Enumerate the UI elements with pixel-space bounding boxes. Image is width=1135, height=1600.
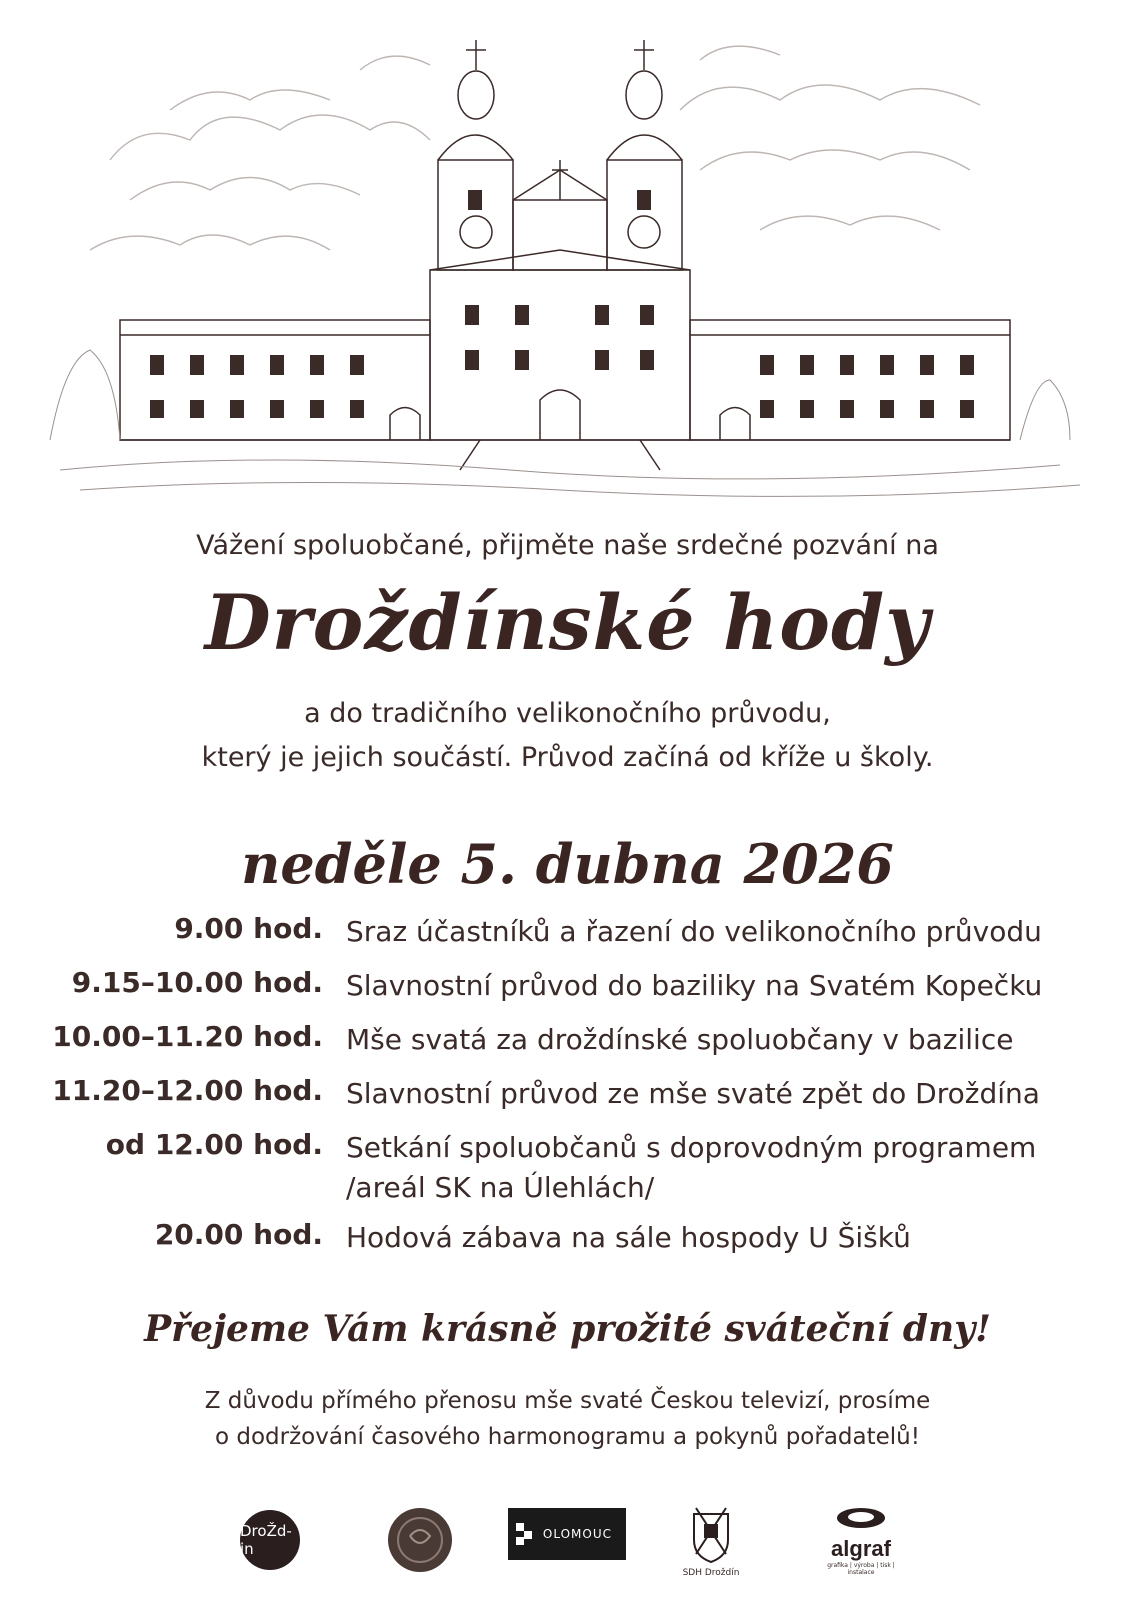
schedule-list	[0, 912, 1135, 1272]
event-title: Droždínské hody	[204, 578, 931, 667]
schedule-row	[0, 1218, 1135, 1272]
event-date: neděle 5. dubna 2026	[241, 832, 894, 896]
drozdin-logo: DroŽd-in	[240, 1510, 300, 1570]
sdh-label: SDH Droždín	[682, 1568, 740, 1578]
schedule-desc: Sraz účastníků a řazení do velikonočního průvodu	[346, 915, 1042, 948]
olomouc-logo	[508, 1508, 626, 1560]
schedule-desc: Mše svatá za droždínské spoluobčany v bazilice	[346, 1023, 1014, 1056]
schedule-desc: Hodová zábava na sále hospody U Šišků	[346, 1221, 911, 1254]
schedule-time: 10.00–11.20 hod.	[52, 1020, 323, 1053]
subtitle-line-2: který je jejich součástí. Průvod začíná od kříže u školy.	[201, 742, 934, 773]
sdh-crest-icon	[686, 1504, 736, 1566]
note-line-1: Z důvodu přímého přenosu mše svaté Českou televizí, prosíme	[204, 1388, 931, 1414]
schedule-time: 20.00 hod.	[154, 1218, 323, 1251]
sponsor-logos	[0, 1500, 1135, 1590]
subtitle-line-1: a do tradičního velikonočního průvodu,	[304, 698, 831, 729]
algraf-tagline: grafika | výroba | tisk | instalace	[827, 1562, 895, 1576]
schedule-time: 9.00 hod.	[174, 912, 323, 945]
schedule-time: 9.15–10.00 hod.	[71, 966, 323, 999]
schedule-row	[0, 1020, 1135, 1074]
schedule-desc: Setkání spoluobčanů s doprovodným programem	[346, 1131, 1037, 1164]
olomouc-mark-icon	[516, 1523, 538, 1545]
intro-text: Vážení spoluobčané, přijměte naše srdečné pozvání na	[196, 530, 939, 561]
greeting-wish: Přejeme Vám krásně prožité sváteční dny!	[144, 1308, 991, 1350]
basilica-illustration	[0, 0, 1135, 520]
algraf-logo	[816, 1506, 906, 1576]
schedule-time: 11.20–12.00 hod.	[52, 1074, 323, 1107]
schedule-row	[0, 966, 1135, 1020]
schedule-time: od 12.00 hod.	[105, 1128, 323, 1161]
schedule-desc-location: /areál SK na Úlehlách/	[346, 1171, 655, 1204]
schedule-row	[0, 1074, 1135, 1128]
olomouc-label: OLOMOUC	[542, 1527, 612, 1541]
note-line-2: o dodržování časového harmonogramu a pokynů pořadatelů!	[215, 1424, 920, 1450]
schedule-desc: Slavnostní průvod ze mše svaté zpět do Droždína	[346, 1077, 1040, 1110]
schedule-row	[0, 1128, 1135, 1218]
schedule-row	[0, 912, 1135, 966]
seal-logo	[386, 1506, 454, 1574]
algraf-name: algraf	[831, 1536, 891, 1561]
schedule-desc: Slavnostní průvod do baziliky na Svatém Kopečku	[346, 969, 1043, 1002]
algraf-swirl-icon	[835, 1506, 887, 1530]
